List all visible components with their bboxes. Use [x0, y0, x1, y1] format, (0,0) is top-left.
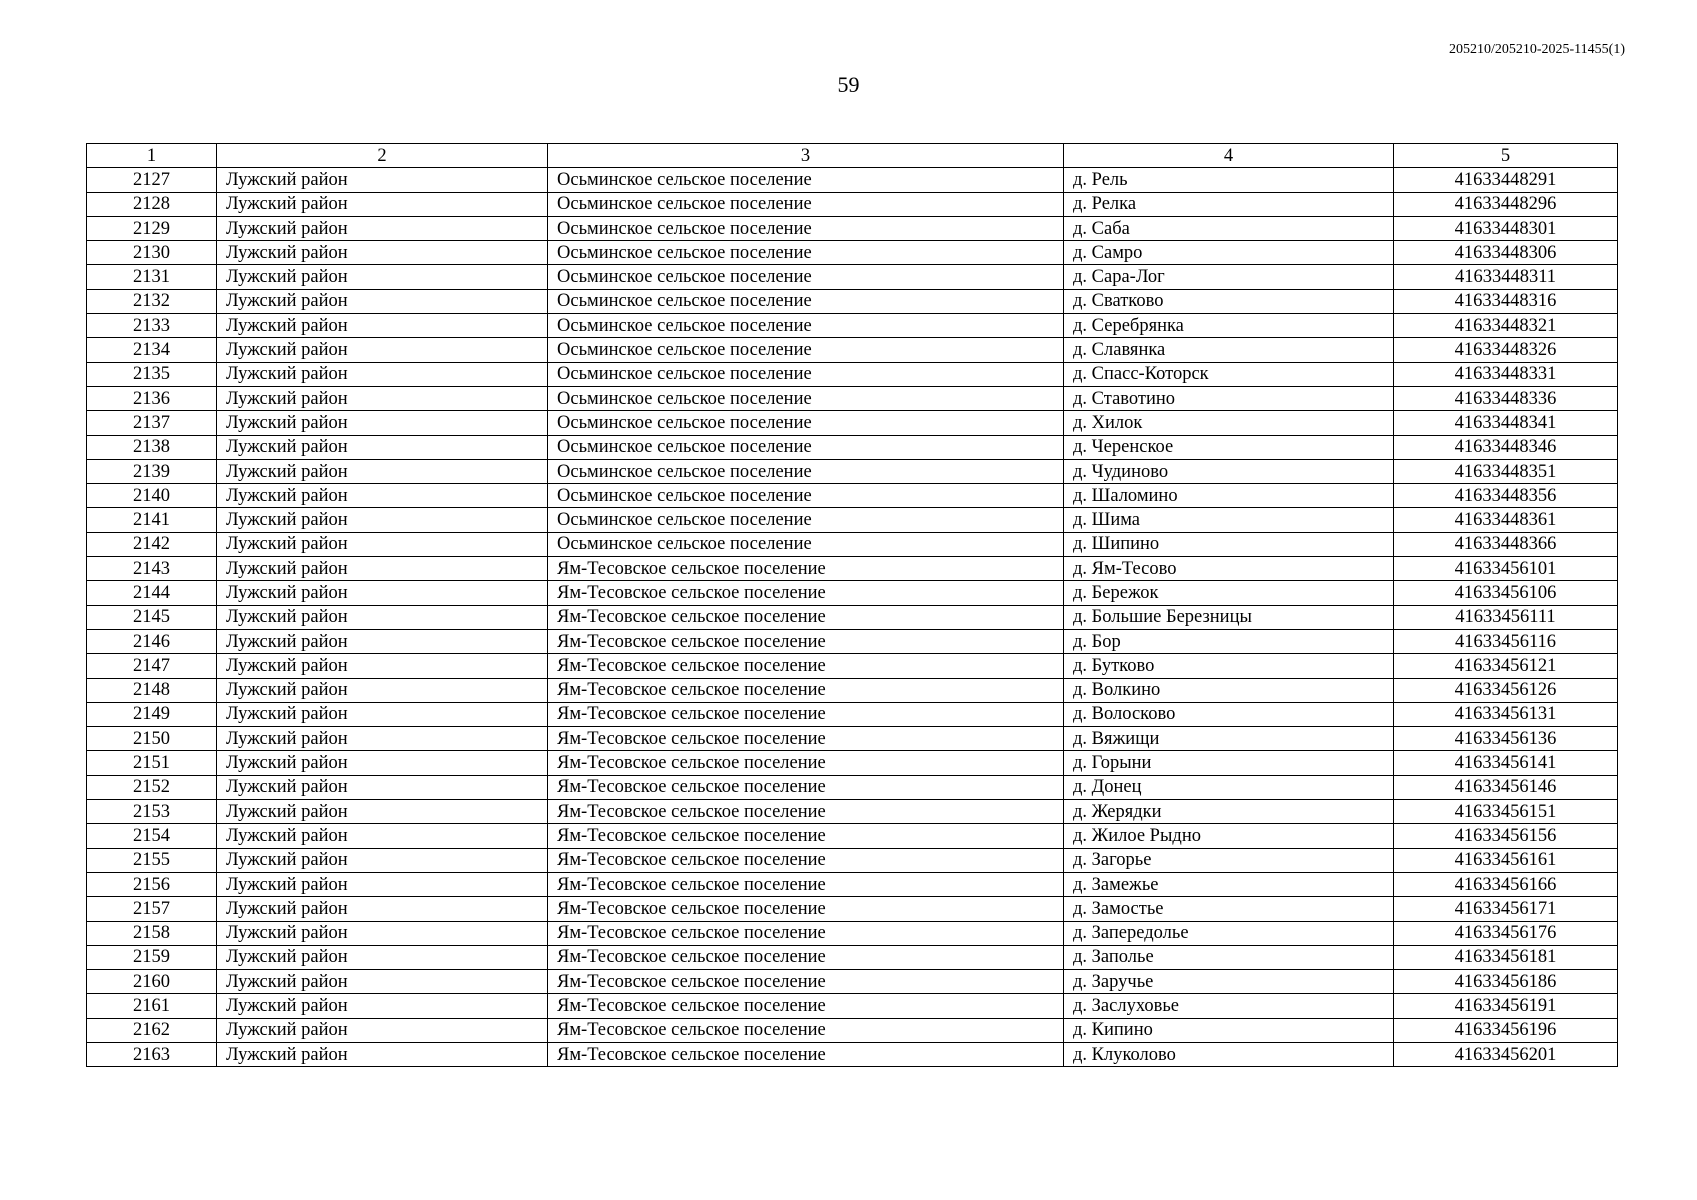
row-number-cell: 2128: [87, 192, 217, 216]
district-cell: Лужский район: [217, 702, 548, 726]
row-number-cell: 2156: [87, 872, 217, 896]
row-number-cell: 2158: [87, 921, 217, 945]
locality-cell: д. Жилое Рыдно: [1064, 824, 1394, 848]
row-number-cell: 2129: [87, 216, 217, 240]
locality-cell: д. Бор: [1064, 629, 1394, 653]
settlement-cell: Ям-Тесовское сельское поселение: [548, 629, 1064, 653]
oktmo-code-cell: 41633448311: [1394, 265, 1618, 289]
locality-cell: д. Релка: [1064, 192, 1394, 216]
district-cell: Лужский район: [217, 532, 548, 556]
oktmo-code-cell: 41633448361: [1394, 508, 1618, 532]
district-cell: Лужский район: [217, 605, 548, 629]
district-cell: Лужский район: [217, 654, 548, 678]
table-row: [87, 678, 1618, 702]
row-number-cell: 2149: [87, 702, 217, 726]
table-row: [87, 289, 1618, 313]
district-cell: Лужский район: [217, 824, 548, 848]
row-number-cell: 2148: [87, 678, 217, 702]
table-row: [87, 921, 1618, 945]
settlement-cell: Осьминское сельское поселение: [548, 338, 1064, 362]
settlement-cell: Осьминское сельское поселение: [548, 362, 1064, 386]
table-row: [87, 532, 1618, 556]
oktmo-code-cell: 41633456186: [1394, 970, 1618, 994]
district-cell: Лужский район: [217, 678, 548, 702]
document-id: 205210/205210-2025-11455(1): [1448, 42, 1625, 57]
district-cell: Лужский район: [217, 751, 548, 775]
locality-cell: д. Ставотино: [1064, 386, 1394, 410]
column-header-1: 1: [87, 144, 217, 168]
table-row: [87, 629, 1618, 653]
locality-cell: д. Хилок: [1064, 411, 1394, 435]
settlement-cell: Ям-Тесовское сельское поселение: [548, 1042, 1064, 1066]
locality-cell: д. Замостье: [1064, 897, 1394, 921]
table-row: [87, 459, 1618, 483]
table-row: [87, 241, 1618, 265]
settlement-cell: Осьминское сельское поселение: [548, 241, 1064, 265]
row-number-cell: 2155: [87, 848, 217, 872]
district-cell: Лужский район: [217, 872, 548, 896]
table-row: [87, 775, 1618, 799]
oktmo-code-cell: 41633448326: [1394, 338, 1618, 362]
oktmo-code-cell: 41633456136: [1394, 727, 1618, 751]
table-row: [87, 484, 1618, 508]
settlement-cell: Осьминское сельское поселение: [548, 435, 1064, 459]
settlement-cell: Ям-Тесовское сельское поселение: [548, 848, 1064, 872]
row-number-cell: 2136: [87, 386, 217, 410]
oktmo-code-cell: 41633456171: [1394, 897, 1618, 921]
table-row: [87, 338, 1618, 362]
oktmo-code-cell: 41633456176: [1394, 921, 1618, 945]
district-cell: Лужский район: [217, 848, 548, 872]
table-row: [87, 192, 1618, 216]
table-row: [87, 1042, 1618, 1066]
oktmo-code-cell: 41633456166: [1394, 872, 1618, 896]
table-row: [87, 168, 1618, 192]
oktmo-code-cell: 41633448296: [1394, 192, 1618, 216]
oktmo-code-cell: 41633448356: [1394, 484, 1618, 508]
row-number-cell: 2133: [87, 314, 217, 338]
settlement-cell: Осьминское сельское поселение: [548, 411, 1064, 435]
settlement-cell: Ям-Тесовское сельское поселение: [548, 897, 1064, 921]
district-cell: Лужский район: [217, 459, 548, 483]
settlement-cell: Ям-Тесовское сельское поселение: [548, 800, 1064, 824]
district-cell: Лужский район: [217, 1042, 548, 1066]
oktmo-code-cell: 41633448316: [1394, 289, 1618, 313]
oktmo-code-cell: 41633456126: [1394, 678, 1618, 702]
header-row: [87, 144, 1618, 168]
locality-cell: д. Кипино: [1064, 1018, 1394, 1042]
table-row: [87, 265, 1618, 289]
table-row: [87, 216, 1618, 240]
table-row: [87, 945, 1618, 969]
district-cell: Лужский район: [217, 289, 548, 313]
oktmo-code-cell: 41633448331: [1394, 362, 1618, 386]
oktmo-code-cell: 41633456121: [1394, 654, 1618, 678]
table-row: [87, 800, 1618, 824]
oktmo-code-cell: 41633456146: [1394, 775, 1618, 799]
settlement-cell: Осьминское сельское поселение: [548, 314, 1064, 338]
oktmo-code-cell: 41633456161: [1394, 848, 1618, 872]
locality-cell: д. Ям-Тесово: [1064, 557, 1394, 581]
district-cell: Лужский район: [217, 508, 548, 532]
settlement-cell: Ям-Тесовское сельское поселение: [548, 678, 1064, 702]
oktmo-code-cell: 41633448301: [1394, 216, 1618, 240]
settlement-cell: Осьминское сельское поселение: [548, 484, 1064, 508]
table-row: [87, 1018, 1618, 1042]
locality-cell: д. Бутково: [1064, 654, 1394, 678]
oktmo-code-cell: 41633448291: [1394, 168, 1618, 192]
table-row: [87, 994, 1618, 1018]
district-cell: Лужский район: [217, 970, 548, 994]
table-row: [87, 970, 1618, 994]
row-number-cell: 2154: [87, 824, 217, 848]
row-number-cell: 2151: [87, 751, 217, 775]
locality-cell: д. Заручье: [1064, 970, 1394, 994]
column-header-2: 2: [217, 144, 548, 168]
table-row: [87, 435, 1618, 459]
table-row: [87, 557, 1618, 581]
locality-cell: д. Шипино: [1064, 532, 1394, 556]
settlement-cell: Ям-Тесовское сельское поселение: [548, 727, 1064, 751]
district-cell: Лужский район: [217, 581, 548, 605]
settlement-cell: Осьминское сельское поселение: [548, 289, 1064, 313]
page-number: 59: [837, 72, 860, 97]
district-cell: Лужский район: [217, 775, 548, 799]
district-cell: Лужский район: [217, 216, 548, 240]
row-number-cell: 2162: [87, 1018, 217, 1042]
row-number-cell: 2153: [87, 800, 217, 824]
oktmo-code-cell: 41633448351: [1394, 459, 1618, 483]
oktmo-code-cell: 41633456106: [1394, 581, 1618, 605]
settlement-cell: Осьминское сельское поселение: [548, 216, 1064, 240]
district-cell: Лужский район: [217, 921, 548, 945]
locality-cell: д. Жерядки: [1064, 800, 1394, 824]
settlement-cell: Ям-Тесовское сельское поселение: [548, 1018, 1064, 1042]
settlement-cell: Ям-Тесовское сельское поселение: [548, 970, 1064, 994]
locality-cell: д. Клуколово: [1064, 1042, 1394, 1066]
locality-cell: д. Рель: [1064, 168, 1394, 192]
row-number-cell: 2159: [87, 945, 217, 969]
oktmo-code-cell: 41633456141: [1394, 751, 1618, 775]
settlement-cell: Ям-Тесовское сельское поселение: [548, 775, 1064, 799]
table-row: [87, 411, 1618, 435]
locality-cell: д. Большие Березницы: [1064, 605, 1394, 629]
row-number-cell: 2137: [87, 411, 217, 435]
district-cell: Лужский район: [217, 362, 548, 386]
settlement-cell: Осьминское сельское поселение: [548, 168, 1064, 192]
table-row: [87, 702, 1618, 726]
table-row: [87, 362, 1618, 386]
column-header-4: 4: [1064, 144, 1394, 168]
settlement-cell: Осьминское сельское поселение: [548, 508, 1064, 532]
table-row: [87, 727, 1618, 751]
settlement-cell: Ям-Тесовское сельское поселение: [548, 654, 1064, 678]
district-cell: Лужский район: [217, 265, 548, 289]
row-number-cell: 2147: [87, 654, 217, 678]
district-cell: Лужский район: [217, 1018, 548, 1042]
column-header-5: 5: [1394, 144, 1618, 168]
district-cell: Лужский район: [217, 484, 548, 508]
row-number-cell: 2131: [87, 265, 217, 289]
oktmo-code-cell: 41633448341: [1394, 411, 1618, 435]
oktmo-code-cell: 41633456111: [1394, 605, 1618, 629]
district-cell: Лужский район: [217, 945, 548, 969]
locality-cell: д. Сара-Лог: [1064, 265, 1394, 289]
table-row: [87, 848, 1618, 872]
oktmo-code-cell: 41633456131: [1394, 702, 1618, 726]
table-row: [87, 605, 1618, 629]
oktmo-code-cell: 41633448346: [1394, 435, 1618, 459]
locality-cell: д. Шаломино: [1064, 484, 1394, 508]
locality-cell: д. Сватково: [1064, 289, 1394, 313]
oktmo-code-cell: 41633456151: [1394, 800, 1618, 824]
settlement-cell: Осьминское сельское поселение: [548, 265, 1064, 289]
row-number-cell: 2134: [87, 338, 217, 362]
row-number-cell: 2139: [87, 459, 217, 483]
oktmo-code-cell: 41633456181: [1394, 945, 1618, 969]
locality-cell: д. Спасс-Которск: [1064, 362, 1394, 386]
locality-cell: д. Чудиново: [1064, 459, 1394, 483]
district-cell: Лужский район: [217, 338, 548, 362]
district-cell: Лужский район: [217, 727, 548, 751]
district-cell: Лужский район: [217, 435, 548, 459]
table-row: [87, 386, 1618, 410]
district-cell: Лужский район: [217, 897, 548, 921]
oktmo-code-cell: 41633456116: [1394, 629, 1618, 653]
locality-cell: д. Саба: [1064, 216, 1394, 240]
locality-cell: д. Горыни: [1064, 751, 1394, 775]
locality-cell: д. Бережок: [1064, 581, 1394, 605]
district-cell: Лужский район: [217, 314, 548, 338]
district-cell: Лужский район: [217, 800, 548, 824]
table-row: [87, 824, 1618, 848]
locality-cell: д. Запередолье: [1064, 921, 1394, 945]
row-number-cell: 2143: [87, 557, 217, 581]
table-row: [87, 581, 1618, 605]
settlement-cell: Ям-Тесовское сельское поселение: [548, 751, 1064, 775]
row-number-cell: 2146: [87, 629, 217, 653]
table-row: [87, 508, 1618, 532]
settlement-cell: Ям-Тесовское сельское поселение: [548, 872, 1064, 896]
settlement-cell: Ям-Тесовское сельское поселение: [548, 945, 1064, 969]
locality-cell: д. Волкино: [1064, 678, 1394, 702]
table-body: [87, 168, 1618, 1067]
row-number-cell: 2145: [87, 605, 217, 629]
table-row: [87, 872, 1618, 896]
settlement-cell: Ям-Тесовское сельское поселение: [548, 994, 1064, 1018]
locality-cell: д. Замежье: [1064, 872, 1394, 896]
row-number-cell: 2152: [87, 775, 217, 799]
row-number-cell: 2140: [87, 484, 217, 508]
locality-cell: д. Вяжищи: [1064, 727, 1394, 751]
locality-cell: д. Серебрянка: [1064, 314, 1394, 338]
oktmo-code-cell: 41633448336: [1394, 386, 1618, 410]
settlement-cell: Ям-Тесовское сельское поселение: [548, 581, 1064, 605]
row-number-cell: 2130: [87, 241, 217, 265]
oktmo-code-cell: 41633456156: [1394, 824, 1618, 848]
row-number-cell: 2160: [87, 970, 217, 994]
row-number-cell: 2163: [87, 1042, 217, 1066]
row-number-cell: 2161: [87, 994, 217, 1018]
settlement-cell: Ям-Тесовское сельское поселение: [548, 605, 1064, 629]
district-cell: Лужский район: [217, 192, 548, 216]
locality-cell: д. Самро: [1064, 241, 1394, 265]
settlement-cell: Ям-Тесовское сельское поселение: [548, 921, 1064, 945]
row-number-cell: 2144: [87, 581, 217, 605]
column-header-3: 3: [548, 144, 1064, 168]
oktmo-code-cell: 41633448321: [1394, 314, 1618, 338]
locality-cell: д. Загорье: [1064, 848, 1394, 872]
row-number-cell: 2132: [87, 289, 217, 313]
district-cell: Лужский район: [217, 168, 548, 192]
settlement-cell: Ям-Тесовское сельское поселение: [548, 557, 1064, 581]
district-cell: Лужский район: [217, 386, 548, 410]
locality-cell: д. Волосково: [1064, 702, 1394, 726]
row-number-cell: 2157: [87, 897, 217, 921]
row-number-cell: 2127: [87, 168, 217, 192]
settlement-cell: Ям-Тесовское сельское поселение: [548, 824, 1064, 848]
locality-cell: д. Донец: [1064, 775, 1394, 799]
table-row: [87, 751, 1618, 775]
locality-cell: д. Шима: [1064, 508, 1394, 532]
district-cell: Лужский район: [217, 411, 548, 435]
oktmo-code-cell: 41633456196: [1394, 1018, 1618, 1042]
district-cell: Лужский район: [217, 629, 548, 653]
district-cell: Лужский район: [217, 557, 548, 581]
settlement-cell: Осьминское сельское поселение: [548, 459, 1064, 483]
oktmo-code-cell: 41633456101: [1394, 557, 1618, 581]
locality-cell: д. Заполье: [1064, 945, 1394, 969]
locality-cell: д. Заслуховье: [1064, 994, 1394, 1018]
oktmo-code-cell: 41633456201: [1394, 1042, 1618, 1066]
table-row: [87, 314, 1618, 338]
oktmo-code-cell: 41633448306: [1394, 241, 1618, 265]
settlements-table: [86, 143, 1618, 1067]
locality-cell: д. Черенское: [1064, 435, 1394, 459]
district-cell: Лужский район: [217, 994, 548, 1018]
row-number-cell: 2150: [87, 727, 217, 751]
district-cell: Лужский район: [217, 241, 548, 265]
table-row: [87, 654, 1618, 678]
row-number-cell: 2138: [87, 435, 217, 459]
table-row: [87, 897, 1618, 921]
row-number-cell: 2142: [87, 532, 217, 556]
row-number-cell: 2135: [87, 362, 217, 386]
settlement-cell: Осьминское сельское поселение: [548, 192, 1064, 216]
oktmo-code-cell: 41633448366: [1394, 532, 1618, 556]
settlement-cell: Осьминское сельское поселение: [548, 532, 1064, 556]
row-number-cell: 2141: [87, 508, 217, 532]
oktmo-code-cell: 41633456191: [1394, 994, 1618, 1018]
settlement-cell: Осьминское сельское поселение: [548, 386, 1064, 410]
settlement-cell: Ям-Тесовское сельское поселение: [548, 702, 1064, 726]
locality-cell: д. Славянка: [1064, 338, 1394, 362]
